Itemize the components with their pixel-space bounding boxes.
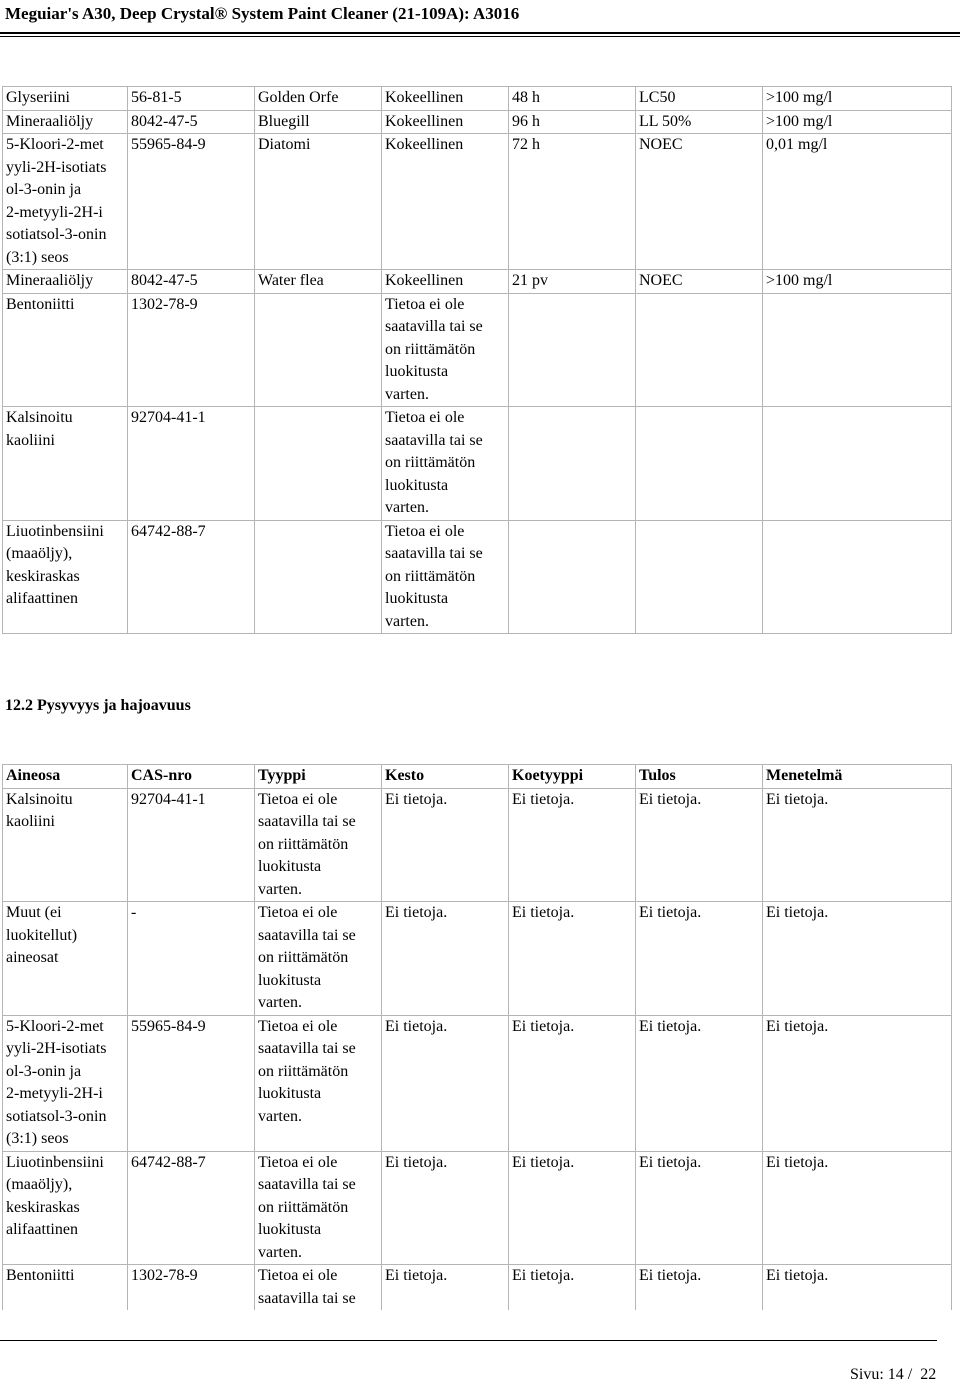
cell-cas: 64742-88-7 [128,520,255,634]
cell-duration: Ei tietoja. [382,1015,509,1151]
cell-result [763,407,952,521]
column-header: Tulos [636,765,763,789]
cell-type: Tietoa ei ole saatavilla tai se on riittämätön luokitusta varten. [382,293,509,407]
cell-result [763,293,952,407]
cell-test-type: Ei tietoja. [509,1015,636,1151]
cell-substance: Glyseriini [3,87,128,111]
column-header: Menetelmä [763,765,952,789]
cell-test-type: Ei tietoja. [509,1265,636,1311]
cell-method: Ei tietoja. [763,1015,952,1151]
table-row [3,1151,952,1265]
cell-type: Kokeellinen [382,110,509,134]
cell-type: Tietoa ei ole saatavilla tai se on riittämätön luokitusta varten. [255,902,382,1016]
section-heading: 12.2 Pysyvyys ja hajoavuus [5,697,191,714]
table-row [3,1015,952,1151]
footer-rule [0,1340,937,1341]
cell-substance: Liuotinbensiini (maaöljy), keskiraskas alifaattinen [3,520,128,634]
ecotoxicity-table [2,86,952,634]
cell-endpoint: LL 50% [636,110,763,134]
cell-organism [255,293,382,407]
cell-result: Ei tietoja. [636,902,763,1016]
cell-endpoint [636,293,763,407]
cell-duration: 48 h [509,87,636,111]
cell-result: >100 mg/l [763,270,952,294]
cell-substance: Bentoniitti [3,1265,128,1311]
cell-substance: Mineraaliöljy [3,110,128,134]
cell-result: 0,01 mg/l [763,134,952,270]
cell-cas: 92704-41-1 [128,407,255,521]
cell-cas: 1302-78-9 [128,1265,255,1311]
column-header: Kesto [382,765,509,789]
cell-endpoint [636,407,763,521]
cell-cas: 55965-84-9 [128,134,255,270]
cell-endpoint: LC50 [636,87,763,111]
cell-organism: Golden Orfe [255,87,382,111]
column-header: Tyyppi [255,765,382,789]
cell-cas: 64742-88-7 [128,1151,255,1265]
cell-result: >100 mg/l [763,110,952,134]
cell-type: Kokeellinen [382,270,509,294]
cell-endpoint: NOEC [636,134,763,270]
cell-type: Tietoa ei ole saatavilla tai se on riittämätön luokitusta varten. [255,1015,382,1151]
cell-type: Tietoa ei ole saatavilla tai se on riittämätön luokitusta varten. [382,520,509,634]
cell-result: Ei tietoja. [636,1265,763,1311]
cell-test-type: Ei tietoja. [509,902,636,1016]
cell-substance: Muut (ei luokitellut) aineosat [3,902,128,1016]
cell-result: Ei tietoja. [636,1151,763,1265]
cell-method: Ei tietoja. [763,902,952,1016]
cell-cas: 55965-84-9 [128,1015,255,1151]
table-row [3,1265,952,1311]
cell-substance: Kalsinoitu kaoliini [3,407,128,521]
cell-substance: Liuotinbensiini (maaöljy), keskiraskas alifaattinen [3,1151,128,1265]
cell-result: Ei tietoja. [636,1015,763,1151]
cell-duration [509,407,636,521]
cell-method: Ei tietoja. [763,1265,952,1311]
table-row [3,788,952,902]
table-row [3,520,952,634]
cell-result: Ei tietoja. [636,788,763,902]
cell-duration: Ei tietoja. [382,1151,509,1265]
column-header: CAS-nro [128,765,255,789]
table-row [3,110,952,134]
cell-endpoint: NOEC [636,270,763,294]
table-row [3,270,952,294]
cell-type: Kokeellinen [382,87,509,111]
cell-cas: 8042-47-5 [128,270,255,294]
cell-type: Tietoa ei ole saatavilla tai se on riittämätön luokitusta varten. [382,407,509,521]
cell-substance: Kalsinoitu kaoliini [3,788,128,902]
cell-cas: 8042-47-5 [128,110,255,134]
cell-type: Tietoa ei ole saatavilla tai se [255,1265,382,1311]
cell-cas: 56-81-5 [128,87,255,111]
cell-organism [255,407,382,521]
table-row [3,134,952,270]
page-number: Sivu: 14 / 22 [850,1366,937,1383]
cell-substance: Mineraaliöljy [3,270,128,294]
cell-substance: 5-Kloori-2-met yyli-2H-isotiats ol-3-onin ja 2-metyyli-2H-i sotiatsol-3-onin (3:1) seos [3,134,128,270]
cell-duration: 21 pv [509,270,636,294]
cell-substance: 5-Kloori-2-met yyli-2H-isotiats ol-3-onin ja 2-metyyli-2H-i sotiatsol-3-onin (3:1) seos [3,1015,128,1151]
cell-duration [509,293,636,407]
cell-result [763,520,952,634]
cell-test-type: Ei tietoja. [509,788,636,902]
cell-cas: - [128,902,255,1016]
cell-test-type: Ei tietoja. [509,1151,636,1265]
cell-substance: Bentoniitti [3,293,128,407]
cell-result: >100 mg/l [763,87,952,111]
table-row [3,293,952,407]
cell-duration: 96 h [509,110,636,134]
cell-type: Tietoa ei ole saatavilla tai se on riittämätön luokitusta varten. [255,788,382,902]
header-rule [0,32,960,34]
cell-method: Ei tietoja. [763,788,952,902]
cell-duration: Ei tietoja. [382,788,509,902]
column-header: Koetyyppi [509,765,636,789]
persistence-degradability-table [2,764,952,1310]
header-rule-secondary [0,36,960,37]
table-row [3,902,952,1016]
cell-method: Ei tietoja. [763,1151,952,1265]
cell-type: Kokeellinen [382,134,509,270]
cell-duration: Ei tietoja. [382,1265,509,1311]
table-header-row [3,765,952,789]
cell-type: Tietoa ei ole saatavilla tai se on riittämätön luokitusta varten. [255,1151,382,1265]
cell-duration [509,520,636,634]
cell-organism: Water flea [255,270,382,294]
cell-duration: 72 h [509,134,636,270]
cell-cas: 1302-78-9 [128,293,255,407]
cell-organism: Bluegill [255,110,382,134]
cell-duration: Ei tietoja. [382,902,509,1016]
cell-cas: 92704-41-1 [128,788,255,902]
cell-organism: Diatomi [255,134,382,270]
table-row [3,87,952,111]
cell-endpoint [636,520,763,634]
table-row [3,407,952,521]
cell-organism [255,520,382,634]
column-header: Aineosa [3,765,128,789]
document-header-title: Meguiar's A30, Deep Crystal® System Paint Cleaner (21-109A): A3016 [5,4,520,23]
